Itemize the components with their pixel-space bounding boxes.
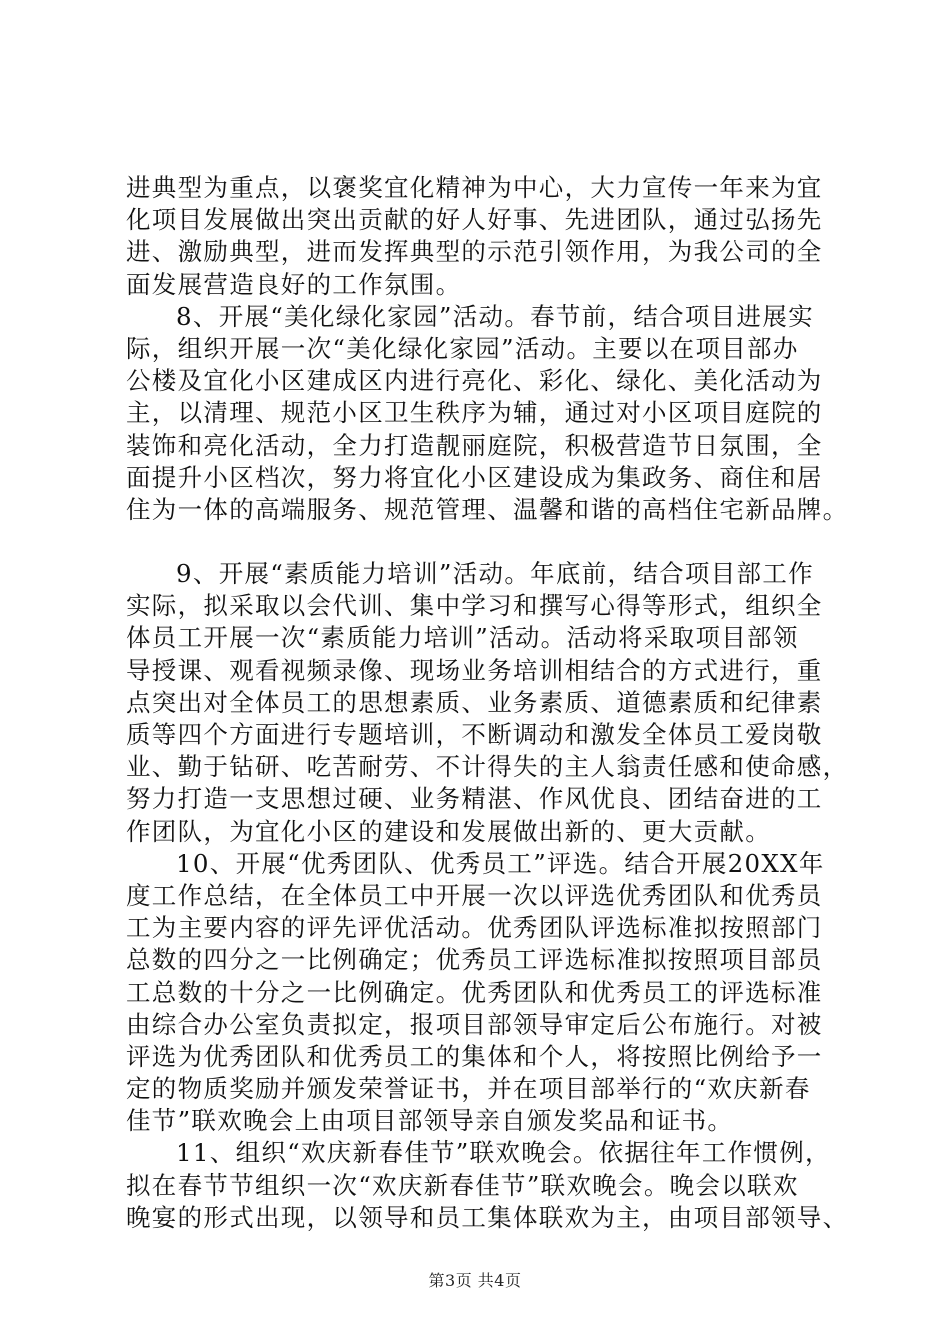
paragraph-8-heading-line: 8、开展“美化绿化家园”活动。春节前，结合项目进展实: [176, 301, 814, 331]
text-line: 主，以清理、规范小区卫生秩序为辅，通过对小区项目庭院的: [126, 398, 823, 428]
text-line: 质等四个方面进行专题培训，不断调动和激发全体员工爱岗敬: [126, 720, 823, 749]
text-line: 业、勤于钻研、吃苦耐劳、不计得失的主人翁责任感和使命感，: [126, 752, 849, 782]
text-line: 导授课、观看视频录像、现场业务培训相结合的方式进行，重: [126, 655, 823, 685]
text-line: 工总数的十分之一比例确定。优秀团队和优秀员工的评选标准: [126, 977, 823, 1007]
text-line: 化项目发展做出突出贡献的好人好事、先进团队，通过弘扬先: [126, 205, 823, 235]
text-line: 拟在春节节组织一次“欢庆新春佳节”联欢晚会。晚会以联欢: [126, 1170, 799, 1200]
text-line: 度工作总结，在全体员工中开展一次以评选优秀团队和优秀员: [126, 880, 823, 910]
text-line: 作团队，为宜化小区的建设和发展做出新的、更大贡献。: [126, 816, 771, 846]
text-line: 进、激励典型，进而发挥典型的示范引领作用，为我公司的全: [126, 237, 823, 267]
text-line: 佳节”联欢晚会上由项目部领导亲自颁发奖品和证书。: [126, 1106, 734, 1136]
text-line: 由综合办公室负责拟定，报项目部领导审定后公布施行。对被: [126, 1009, 823, 1039]
text-line: 体员工开展一次“素质能力培训”活动。活动将采取项目部领: [126, 623, 799, 653]
text-line: 总数的四分之一比例确定；优秀员工评选标准拟按照项目部员: [126, 945, 823, 975]
text-line: 晚宴的形式出现，以领导和员工集体联欢为主，由项目部领导、: [126, 1202, 849, 1232]
paragraph-11-heading-line: 11、组织“欢庆新春佳节”联欢晚会。依据往年工作惯例，: [176, 1138, 831, 1168]
text-line: 点突出对全体员工的思想素质、业务素质、道德素质和纪律素: [126, 687, 823, 717]
text-line: 际，组织开展一次“美化绿化家园”活动。主要以在项目部办: [126, 333, 799, 363]
text-line: 装饰和亮化活动，全力打造靓丽庭院，积极营造节日氛围，全: [126, 430, 823, 460]
paragraph-10-heading-line: 10、开展“优秀团队、优秀员工”评选。结合开展20XX年: [176, 848, 825, 878]
text-line: 努力打造一支思想过硬、业务精湛、作风优良、团结奋进的工: [126, 784, 823, 814]
body-text: [126, 172, 849, 1234]
paragraph-9-heading-line: 9、开展“素质能力培训”活动。年底前，结合项目部工作: [176, 559, 814, 589]
text-line: 进典型为重点，以褒奖宜化精神为中心，大力宣传一年来为宜: [126, 173, 823, 202]
text-line: 实际，拟采取以会代训、集中学习和撰写心得等形式，组织全: [126, 591, 823, 621]
text-line: 面发展营造良好的工作氛围。: [126, 269, 462, 299]
page-number-footer: 第3页 共4页: [428, 1271, 522, 1290]
text-line: 面提升小区档次，努力将宜化小区建设成为集政务、商住和居: [126, 462, 823, 492]
text-line: 定的物质奖励并颁发荣誉证书，并在项目部举行的“欢庆新春: [126, 1074, 811, 1104]
text-line: 工为主要内容的评先评优活动。优秀团队评选标准拟按照部门: [126, 913, 823, 943]
paragraph-gap: [126, 526, 846, 558]
text-line: 公楼及宜化小区建成区内进行亮化、彩化、绿化、美化活动为: [126, 366, 823, 396]
text-line: 住为一体的高端服务、规范管理、温馨和谐的高档住宅新品牌。: [126, 494, 849, 524]
text-line: 评选为优秀团队和优秀员工的集体和个人，将按照比例给予一: [126, 1041, 823, 1071]
